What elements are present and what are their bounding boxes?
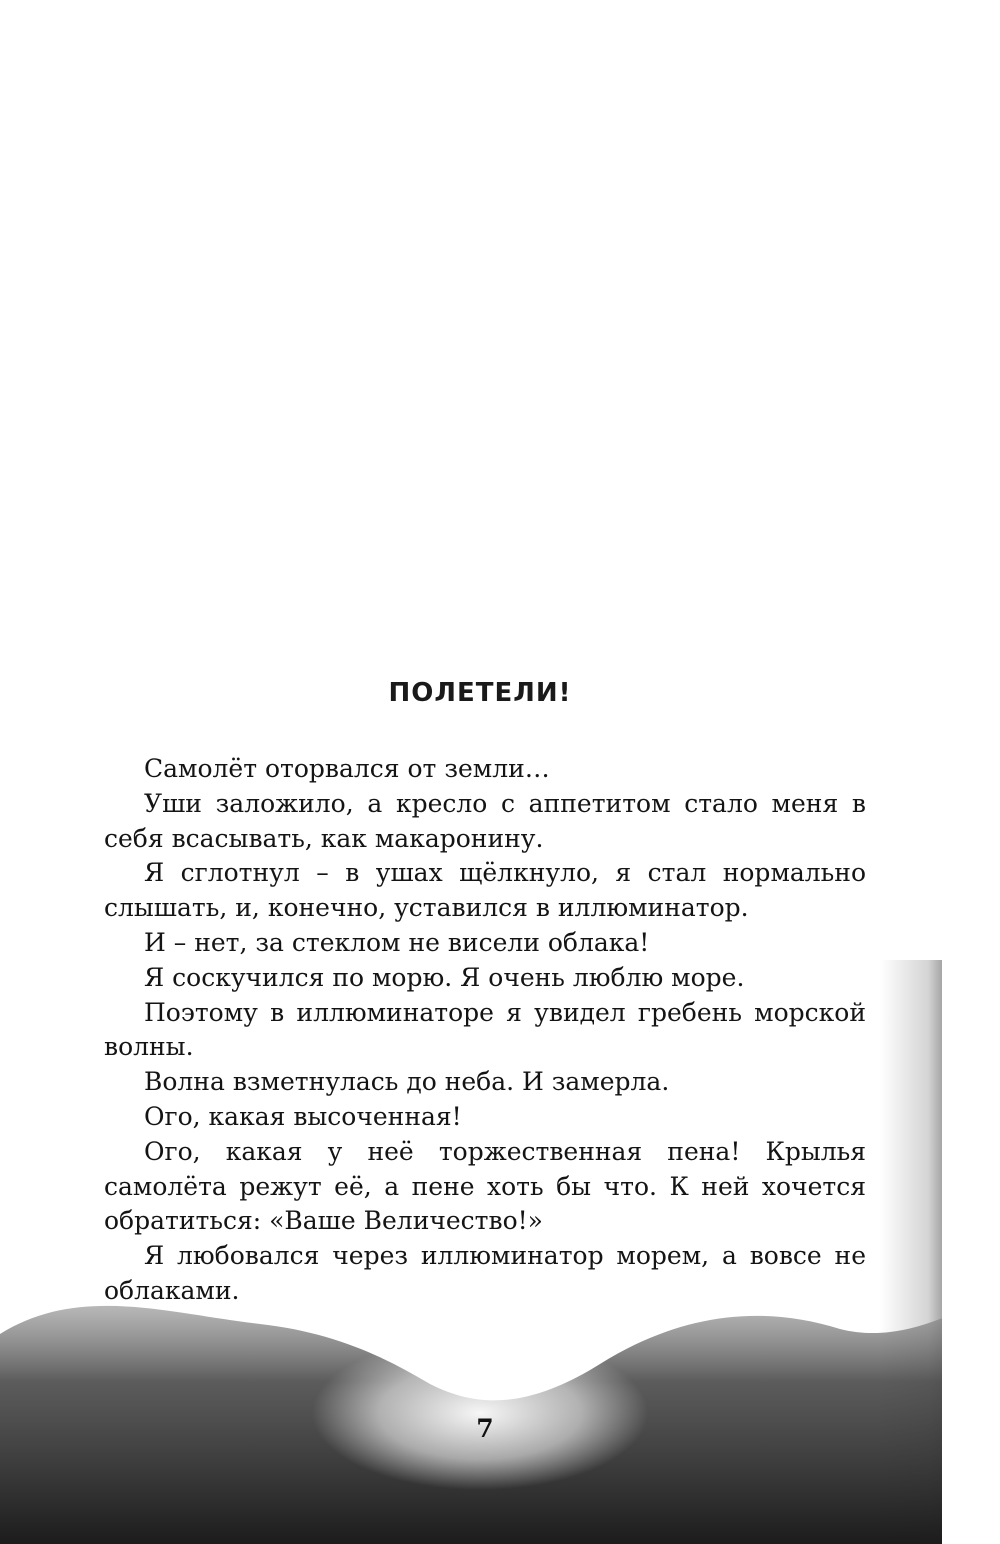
paragraph: Ого, какая у неё торжественная пена! Крылья самолёта режут её, а пене хоть бы что. К ней хочется обратиться: «Ваше Величество!» — [104, 1136, 866, 1236]
paragraph: Я соскучился по морю. Я очень люблю море. — [144, 962, 745, 992]
page-number: 7 — [476, 1414, 494, 1443]
paragraph: Поэтому в иллюминаторе я увидел гребень морской волны. — [104, 997, 866, 1062]
scan-shadow-bottom — [0, 1274, 1000, 1544]
paragraph: Я сглотнул – в ушах щёлкнуло, я стал нормально слышать, и, конечно, уставился в иллюминатор. — [104, 858, 866, 923]
chapter-title: ПОЛЕТЕЛИ! — [388, 678, 572, 708]
page-margin-strip — [942, 0, 1000, 1544]
paragraph: Я любовался через иллюминатор морем, а вовсе не облаками. — [104, 1241, 866, 1305]
chapter-body — [104, 752, 866, 1309]
paragraph: Ого, какая высоченная! — [144, 1101, 462, 1131]
paragraph: Уши заложило, а кресло с аппетитом стало меня в себя всасывать, как макаронину. — [104, 788, 866, 853]
paragraph: И – нет, за стеклом не висели облака! — [144, 927, 650, 957]
paragraph: Волна взметнулась до неба. И замерла. — [144, 1067, 670, 1097]
paragraph: Самолёт оторвался от земли… — [144, 754, 550, 783]
